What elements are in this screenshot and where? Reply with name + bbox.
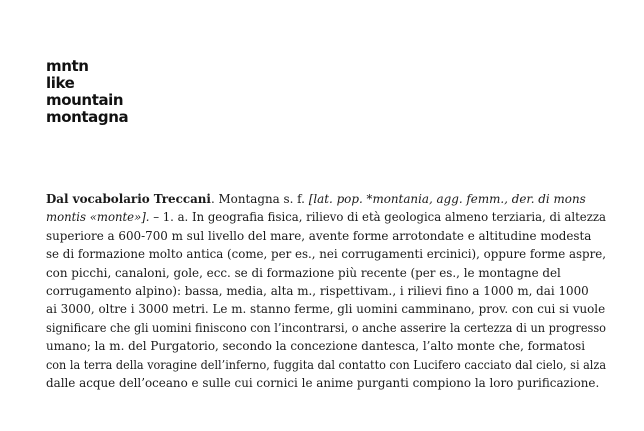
entry-line-1 (46, 190, 606, 208)
entry-line-11: dalle acque dell’oceano e sulle cui cornici le anime purganti compiono la loro purificazione. (46, 376, 600, 391)
entry-line-5: con picchi, canaloni, gole, ecc. se di formazione più recente (per es., le montagne del (46, 265, 561, 280)
entry-line-8: significare che gli uomini finiscono con l’incontrarsi, o anche asserire la certezza di un progresso (46, 320, 606, 335)
entry-source: Dal vocabolario Treccani (46, 192, 211, 206)
title-line-mountain: mountain (46, 91, 124, 109)
entry-etymology-2: montis «monte»]. (46, 210, 150, 225)
entry-headword: . Montagna s. f. (210, 192, 309, 206)
entry-definition-start: – 1. a. In geografia fisica, rilievo di età geologica almeno terziaria, di altezza (149, 210, 606, 225)
entry-line-9: umano; la m. del Purgatorio, secondo la concezione dantesca, l’alto monte che, formatosi (46, 339, 586, 354)
entry-line-10: con la terra della voragine dell’inferno, fuggita dal contatto con Lucifero cacciato dal cielo, si alza (46, 357, 607, 372)
title-line-mntn: mntn (46, 57, 89, 75)
title-block (46, 58, 128, 126)
entry-line-3: superiore a 600-700 m sul livello del mare, avente forme arrotondate e altitudine modesta (46, 228, 592, 243)
title-line-montagna: montagna (46, 108, 129, 126)
entry-line-2 (46, 208, 606, 226)
entry-line-6: corrugamento alpino): bassa, media, alta m., rispettivam., i rilievi fino a 1000 m, dai 1000 (46, 284, 589, 299)
title-line-like: like (46, 74, 75, 92)
dictionary-entry (46, 190, 606, 392)
entry-line-7: ai 3000, oltre i 3000 metri. Le m. stanno ferme, gli uomini camminano, prov. con cui si vuole (46, 302, 606, 317)
entry-etymology-1: [lat. pop. *montania, agg. femm., der. di mons (308, 192, 586, 206)
entry-line-4: se di formazione molto antica (come, per es., nei corrugamenti ercinici), oppure forme aspre, (46, 247, 607, 262)
